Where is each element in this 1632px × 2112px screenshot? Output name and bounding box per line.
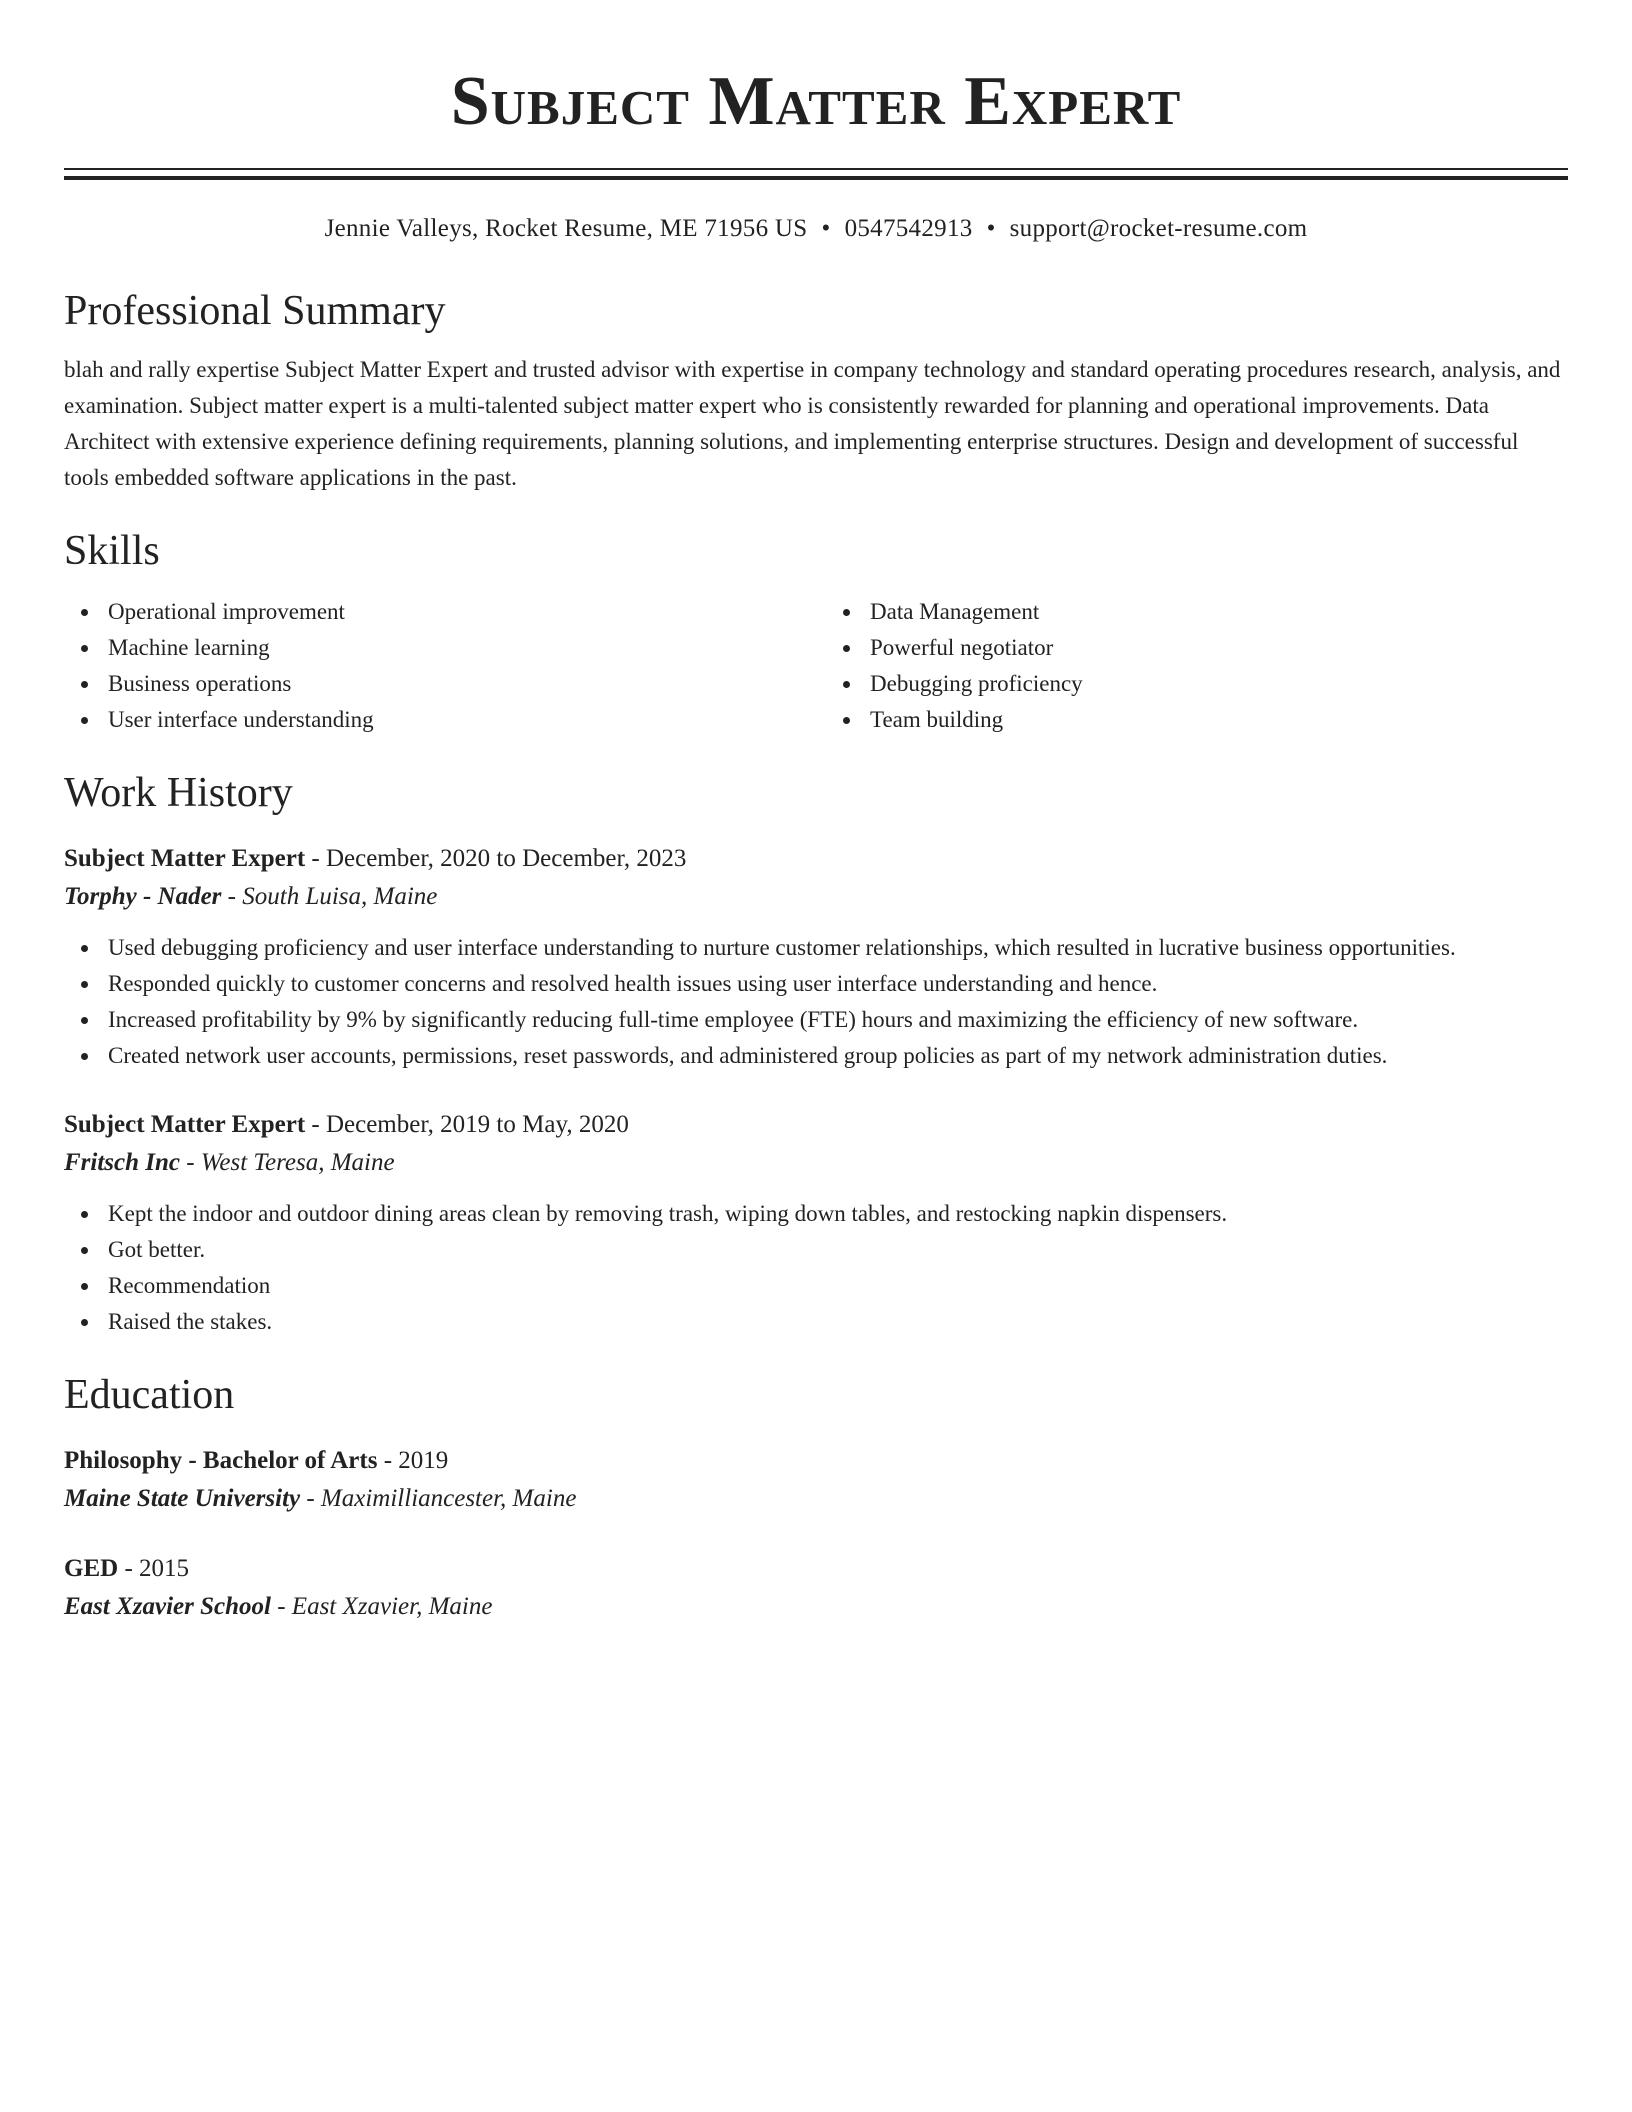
education-year: - 2015 [118,1555,190,1582]
summary-text: blah and rally expertise Subject Matter Expert and trusted advisor with expertise in company technology and standard operating procedures research, analysis, and examination. Subject matter expert is a multi-talented subject matter expert who is consistently rewarded for planning and operational improvements. Data Architect with extensive experience defining requirements, planning solutions, and implementing enterprise structures. Design and development of successful tools embedded software applications in the past. [64,357,1561,490]
job-entry [64,840,1568,1074]
job-duty: Responded quickly to customer concerns and resolved health issues using user interface understanding and hence. [64,966,1568,1002]
header-divider-thin [64,168,1568,170]
skill-item: Team building [826,702,1568,738]
education-degree-line [64,1442,1568,1480]
education-degree: GED [64,1555,119,1582]
job-duties [64,1196,1568,1340]
job-title-line [64,840,1568,878]
job-role: Subject Matter Expert [64,845,306,872]
education-degree-line [64,1550,1568,1588]
skills-column-left [64,594,806,738]
education-school: Maine State University [64,1485,301,1512]
job-dates: - December, 2019 to May, 2020 [305,1111,629,1138]
contact-phone: 0547542913 [844,215,973,242]
skill-item: User interface understanding [64,702,806,738]
job-duty: Kept the indoor and outdoor dining areas clean by removing trash, wiping down tables, and restocking napkin dispensers. [64,1196,1568,1232]
summary-heading: Professional Summary [64,288,446,334]
education-location: - East Xzavier, Maine [270,1593,493,1620]
resume-name: Subject Matter Expert [450,63,1182,140]
skill-item: Powerful negotiator [826,630,1568,666]
job-title-line [64,1106,1568,1144]
job-company: Fritsch Inc [64,1149,181,1176]
header-divider-thick [64,176,1568,180]
job-duties [64,930,1568,1074]
contact-separator: • [986,215,996,242]
contact-address: Jennie Valleys, Rocket Resume, ME 71956 US [324,215,808,242]
skill-item: Data Management [826,594,1568,630]
skill-item: Machine learning [64,630,806,666]
contact-line [64,214,1568,244]
job-role: Subject Matter Expert [64,1111,306,1138]
job-dates: - December, 2020 to December, 2023 [305,845,687,872]
job-duty: Used debugging proficiency and user interface understanding to nurture customer relationships, which resulted in lucrative business opportunities. [64,930,1568,966]
job-duty: Raised the stakes. [64,1304,1568,1340]
skill-item: Business operations [64,666,806,702]
work-history-heading: Work History [64,770,293,816]
job-location: - West Teresa, Maine [180,1149,395,1176]
education-location: - Maximilliancester, Maine [300,1485,577,1512]
skills-heading: Skills [64,528,160,574]
job-location: - South Luisa, Maine [221,883,438,910]
contact-separator: • [821,215,831,242]
resume-page [64,0,1568,1626]
job-duty: Created network user accounts, permissions, reset passwords, and administered group policies as part of my network administration duties. [64,1038,1568,1074]
education-entry [64,1550,1568,1626]
education-heading: Education [64,1372,235,1418]
education-degree: Philosophy - Bachelor of Arts [64,1447,378,1474]
education-year: - 2019 [377,1447,449,1474]
contact-email: support@rocket-resume.com [1009,215,1308,242]
education-school: East Xzavier School [64,1593,271,1620]
education-school-line [64,1480,1568,1518]
job-company-line [64,878,1568,916]
skills-grid [64,594,1568,738]
job-entry [64,1106,1568,1340]
skill-item: Operational improvement [64,594,806,630]
job-duty: Increased profitability by 9% by significantly reducing full-time employee (FTE) hours and maximizing the efficiency of new software. [64,1002,1568,1038]
skills-column-right [826,594,1568,738]
job-duty: Got better. [64,1232,1568,1268]
skill-item: Debugging proficiency [826,666,1568,702]
job-company-line [64,1144,1568,1182]
education-school-line [64,1588,1568,1626]
job-company: Torphy - Nader [64,883,222,910]
job-duty: Recommendation [64,1268,1568,1304]
education-entry [64,1442,1568,1518]
